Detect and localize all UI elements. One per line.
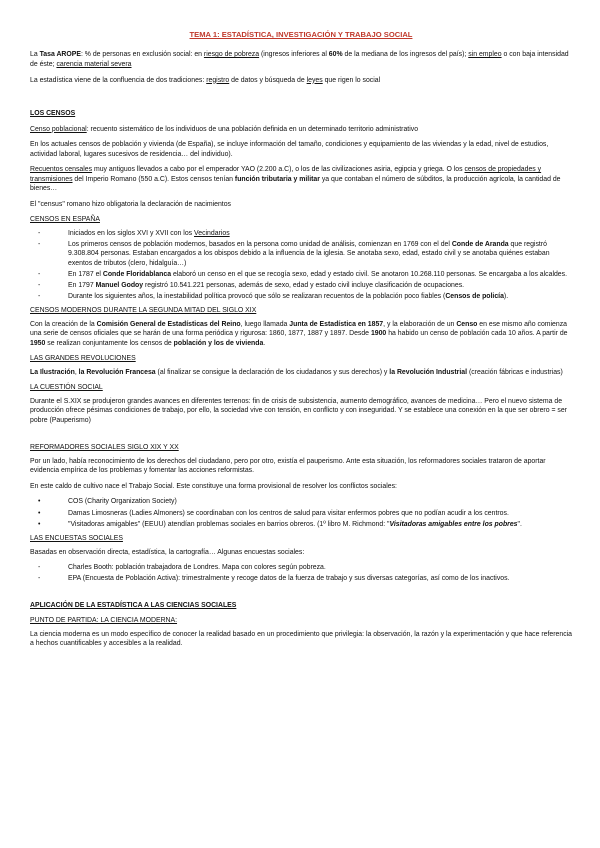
poblacion-vivienda: población y los de vivienda	[173, 339, 264, 347]
ilustracion: La Ilustración	[30, 368, 75, 376]
recuentos-paragraph	[30, 165, 572, 194]
text: "Visitadoras amigables" (EEUU) atendían problemas sociales en barrios obreros. (1º libro M. Richmond: "	[68, 520, 390, 528]
junta-estadistica: Junta de Estadística en 1857	[289, 320, 384, 328]
text: ,	[74, 368, 79, 376]
text: ya que contaban el número de súbditos, la producción agrícola, la cantidad de bienes…	[30, 175, 561, 193]
heading-cuestion-social: LA CUESTIÓN SOCIAL	[30, 384, 103, 392]
text: En 1787 el	[68, 270, 103, 278]
censo-term: Censo poblacional	[30, 125, 87, 133]
text: o con baja intensidad de éste;	[30, 51, 569, 68]
text: Los primeros censos de población modernos, basados en la persona como unidad de análisis, comienzan en 1769 con el del	[68, 240, 452, 248]
text: La	[30, 51, 40, 59]
year-1950: 1950	[30, 339, 46, 347]
recuentos-term: Recuentos censales	[30, 166, 93, 174]
aplicacion-paragraph: La ciencia moderna es un modo específico de conocer la realidad basado en un procedimiento que privilegia: la observación, la razón y la experimentación y que hace referencia a hechos cuantificables y accesibles a la realidad.	[30, 630, 573, 648]
heading-censos: LOS CENSOS	[30, 110, 76, 118]
text: ha habido un censo de población cada 10 años. A partir de	[386, 330, 568, 338]
text: se realizan conjuntamente los censos de	[45, 339, 174, 347]
heading-censos-espana: CENSOS EN ESPAÑA	[30, 216, 100, 224]
censo: Censo	[456, 320, 478, 328]
text: de datos y búsqueda de	[229, 76, 307, 84]
document-title: TEMA 1: ESTADÍSTICA, INVESTIGACIÓN Y TRABAJO SOCIAL	[189, 30, 413, 39]
list-item	[30, 281, 572, 291]
leyes: leyes	[306, 76, 323, 84]
text: : % de personas en exclusión social: en	[80, 51, 204, 59]
encuestas-intro: Basadas en observación directa, estadística, la cartografía… Algunas encuestas sociales:	[30, 548, 305, 556]
text: , luego llamada	[240, 320, 290, 328]
text: que rigen lo social	[322, 76, 381, 84]
arope-term: Tasa AROPE	[39, 51, 81, 59]
revoluciones-paragraph	[30, 368, 572, 378]
censos-modernos-paragraph	[30, 320, 572, 349]
text: que registró 9.308.804 personas. Estaban encargados a los obispos debido a la influencia de la iglesia. Se anotaba sexo, edad, estado civil y se anotaba quiénes estaban exentos de tributos (clero, hidalguía…)	[68, 240, 550, 267]
text: Durante los siguientes años, la inestabilidad política provocó que sólo se realizaran recuentos de la población poco fiables (	[68, 292, 446, 300]
list-item: - EPA (Encuesta de Población Activa): trimestralmente y recoge datos de la fuerza de trabajo y sus diversas categorías, así como de los inactivos.	[30, 574, 572, 584]
text: La estadística viene de la confluencia de dos tradiciones:	[30, 76, 207, 84]
year-1900: 1900	[370, 330, 387, 338]
text: de la mediana de los ingresos del país);	[342, 51, 469, 59]
censo-definition	[30, 125, 572, 135]
heading-reformadores: REFORMADORES SOCIALES SIGLO XIX Y XX	[30, 444, 179, 452]
text: elaboró un censo en el que se recogía sexo, edad y estado civil. Se anotaron 10.268.110 personas. Se encargaba a los alcaldes.	[171, 270, 568, 278]
text: .	[263, 339, 266, 347]
riesgo-pobreza: riesgo de pobreza	[203, 51, 260, 59]
list-item: • Damas Limosneras (Ladies Almoners) se coordinaban con los centros de salud para visitar enfermos pobres que no podían acudir a los centros.	[30, 509, 572, 519]
text: ".	[517, 520, 522, 528]
text: registró 10.541.221 personas, además de sexo, edad y estado civil incluye clasificación de ocupaciones.	[143, 281, 465, 289]
sin-empleo: sin empleo	[468, 51, 502, 59]
revolucion-industrial: la Revolución Industrial	[389, 368, 468, 376]
percent-60: 60%	[328, 51, 343, 59]
text: en ese mismo año comienza una serie de censos oficiales que se harán de una forma periódica y rigurosa: 1860, 1877, 1887 y 1897. Desde	[30, 320, 567, 338]
text: muy antiguos llevados a cabo por el emperador YAO (2.200 a.C), o los de las civilizaciones asiria, egipcia y griega. O los	[92, 166, 465, 174]
censos-policia: Censos de policía	[445, 292, 504, 300]
heading-encuestas: LAS ENCUESTAS SOCIALES	[30, 535, 123, 543]
censos-actuales: En los actuales censos de población y vivienda (de España), se incluye información del tamaño, condiciones y equipamiento de las viviendas y la edad, nivel de estudios, actividad laboral, lugares sucesivos de residencia… del individuo).	[30, 141, 549, 158]
arope-paragraph	[30, 50, 572, 69]
censos-espana-list	[30, 229, 572, 302]
census-romano: El "census" romano hizo obligatoria la declaración de nacimientos	[30, 200, 232, 208]
heading-revoluciones: LAS GRANDES REVOLUCIONES	[30, 355, 136, 363]
cuestion-social-paragraph: Durante el S.XIX se produjeron grandes avances en diferentes terrenos: fin de crisis de subsistencia, aumento demográfico, avances de medicina… Pero el nuevo sistema de producción ofrece pésimas condiciones de trabajo, por ello, la sociedad vive con tensión, en conflicto y con inseguridad. Y se establece una conexión en la que ser obrero = ser pobre (Pauperismo)	[30, 397, 567, 424]
list-item: - Charles Booth: población trabajadora de Londres. Mapa con colores según pobreza.	[30, 563, 572, 573]
text: ).	[503, 292, 509, 300]
heading-censos-modernos: CENSOS MODERNOS DURANTE LA SEGUNDA MITAD DEL SIGLO XIX	[30, 307, 257, 315]
list-item	[30, 292, 572, 302]
revolucion-francesa: la Revolución Francesa	[78, 368, 156, 376]
text: del Imperio Romano (550 a.C). Estos censos tenían	[72, 175, 235, 183]
censos-propiedades: censos de propiedades y transmisiones	[30, 166, 542, 183]
text: (creación fábricas e industrias)	[467, 368, 563, 376]
encuestas-list	[30, 563, 572, 584]
conde-floridablanca: Conde Floridablanca	[102, 270, 172, 278]
funcion-tributaria: función tributaria y militar	[234, 175, 320, 183]
text: , y la elaboración de un	[383, 320, 457, 328]
list-item	[30, 229, 572, 239]
text: Con la creación de la	[30, 320, 97, 328]
reformadores-list	[30, 497, 572, 529]
carencia-material: carencia material severa	[56, 60, 132, 68]
stats-origin-paragraph	[30, 76, 572, 86]
registro: registro	[206, 76, 230, 84]
heading-aplicacion: APLICACIÓN DE LA ESTADÍSTICA A LAS CIENCIAS SOCIALES	[30, 601, 237, 609]
list-item: • COS (Charity Organization Society)	[30, 497, 572, 507]
libro-richmond: Visitadoras amigables entre los pobres	[389, 520, 518, 528]
reformadores-paragraph-1: Por un lado, había reconocimiento de los derechos del ciudadano, pero por otro, existía el pauperismo. Ante esta situación, los reformadores sociales trataron de aportar evidencia empírica de los problemas y fomentar las acciones reformistas.	[30, 457, 546, 475]
list-item	[30, 520, 572, 530]
conde-aranda: Conde de Aranda	[451, 240, 509, 248]
reformadores-paragraph-2: En este caldo de cultivo nace el Trabajo Social. Este constituye una forma provisional de resolver los conflictos sociales:	[30, 482, 397, 490]
list-item	[30, 240, 572, 269]
vecindarios: Vecindarios	[194, 229, 230, 237]
subheading-punto-partida: PUNTO DE PARTIDA: LA CIENCIA MODERNA:	[30, 617, 178, 625]
manuel-godoy: Manuel Godoy	[95, 281, 144, 289]
list-item	[30, 270, 572, 280]
text: : recuento sistemático de los individuos de una población definida en un determinado territorio administrativo	[86, 125, 419, 133]
text: En 1797	[68, 281, 96, 289]
text: (ingresos inferiores al	[259, 51, 329, 59]
text: Iniciados en los siglos XVI y XVII con los	[68, 229, 195, 237]
comision-general: Comisión General de Estadísticas del Reino	[96, 320, 241, 328]
text: (al finalizar se consigue la declaración de los ciudadanos y sus derechos) y	[155, 368, 390, 376]
